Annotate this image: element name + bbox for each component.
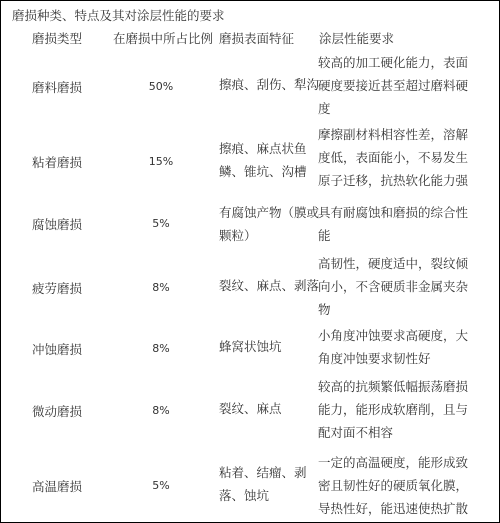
- wear-percent: 50%: [148, 80, 174, 93]
- wear-feature: [219, 461, 319, 507]
- coating-requirement: [318, 123, 494, 192]
- requirement-line: 配对面不相容: [318, 425, 394, 440]
- header-feature: 磨损表面特征: [219, 31, 295, 46]
- wear-feature: [219, 137, 319, 183]
- requirement-line: 度低，表面能小，不易发生: [318, 150, 469, 165]
- requirement-line: 小角度冲蚀要求高硬度，大: [318, 328, 469, 343]
- document-title: 磨损种类、特点及其对涂层性能的要求: [12, 8, 225, 23]
- coating-requirement: [318, 51, 494, 120]
- feature-line: 裂纹、麻点、剥落: [219, 278, 320, 293]
- feature-line: 蜂窝状蚀坑: [219, 339, 282, 354]
- coating-requirement: [318, 324, 494, 370]
- feature-line: 鳞、锥坑、沟槽: [219, 164, 307, 179]
- requirement-line: 度: [318, 101, 331, 116]
- wear-percent: 8%: [152, 404, 170, 417]
- requirement-line: 向小，不含硬质非金属夹杂: [318, 279, 469, 294]
- wear-percent: 8%: [152, 342, 170, 355]
- feature-line: 裂纹、麻点: [219, 401, 282, 416]
- requirement-line: 原子迁移，抗热软化能力强: [318, 173, 469, 188]
- feature-line: 擦痕、麻点状鱼: [219, 141, 307, 156]
- feature-line: 落、蚀坑: [219, 488, 270, 503]
- wear-percent: 15%: [148, 155, 174, 168]
- requirement-line: 能: [318, 228, 331, 243]
- wear-type: 粘着磨损: [32, 155, 83, 170]
- coating-requirement: [318, 451, 494, 520]
- wear-type: 磨料磨损: [32, 80, 83, 95]
- wear-percent: 5%: [152, 479, 170, 492]
- requirement-line: 导热性好，能迅速使热扩散: [318, 501, 469, 516]
- requirement-line: 硬度要接近甚至超过磨料硬: [318, 78, 469, 93]
- wear-feature: [219, 335, 319, 358]
- requirement-line: 能力，能形成软磨削，且与: [318, 402, 469, 417]
- header-requirement: 涂层性能要求: [319, 31, 395, 46]
- wear-type: 微动磨损: [32, 404, 83, 419]
- wear-feature: [219, 73, 319, 96]
- wear-percent: 5%: [152, 217, 170, 230]
- requirement-line: 摩擦副材料相容性差，溶解: [318, 127, 469, 142]
- requirement-line: 一定的高温硬度，能形成致: [318, 455, 469, 470]
- wear-type: 腐蚀磨损: [32, 217, 83, 232]
- coating-requirement: [318, 201, 494, 247]
- wear-type: 冲蚀磨损: [32, 342, 83, 357]
- coating-requirement: [318, 375, 494, 444]
- wear-feature: [219, 397, 319, 420]
- wear-type: 高温磨损: [32, 479, 83, 494]
- feature-line: 有腐蚀产物（膜或: [219, 205, 320, 220]
- requirement-line: 具有耐腐蚀和磨损的综合性: [318, 205, 469, 220]
- requirement-line: 角度冲蚀要求韧性好: [318, 351, 431, 366]
- wear-feature: [219, 201, 319, 247]
- coating-requirement: [318, 252, 494, 321]
- feature-line: 颗粒）: [219, 228, 257, 243]
- requirement-line: 较高的抗频繁低幅振荡磨损: [318, 379, 469, 394]
- feature-line: 粘着、结瘤、剥: [219, 465, 307, 480]
- wear-type: 疲劳磨损: [32, 281, 83, 296]
- requirement-line: 高韧性，硬度适中，裂纹倾: [318, 256, 469, 271]
- requirement-line: 较高的加工硬化能力，表面: [318, 55, 469, 70]
- requirement-line: 密且韧性好的硬质氧化膜，: [318, 478, 469, 493]
- wear-percent: 8%: [152, 281, 170, 294]
- wear-feature: [219, 274, 319, 297]
- header-type: 磨损类型: [32, 31, 83, 46]
- feature-line: 擦痕、刮伤、犁沟: [219, 77, 320, 92]
- header-percent: 在磨损中所占比例: [113, 31, 214, 46]
- requirement-line: 物: [318, 302, 331, 317]
